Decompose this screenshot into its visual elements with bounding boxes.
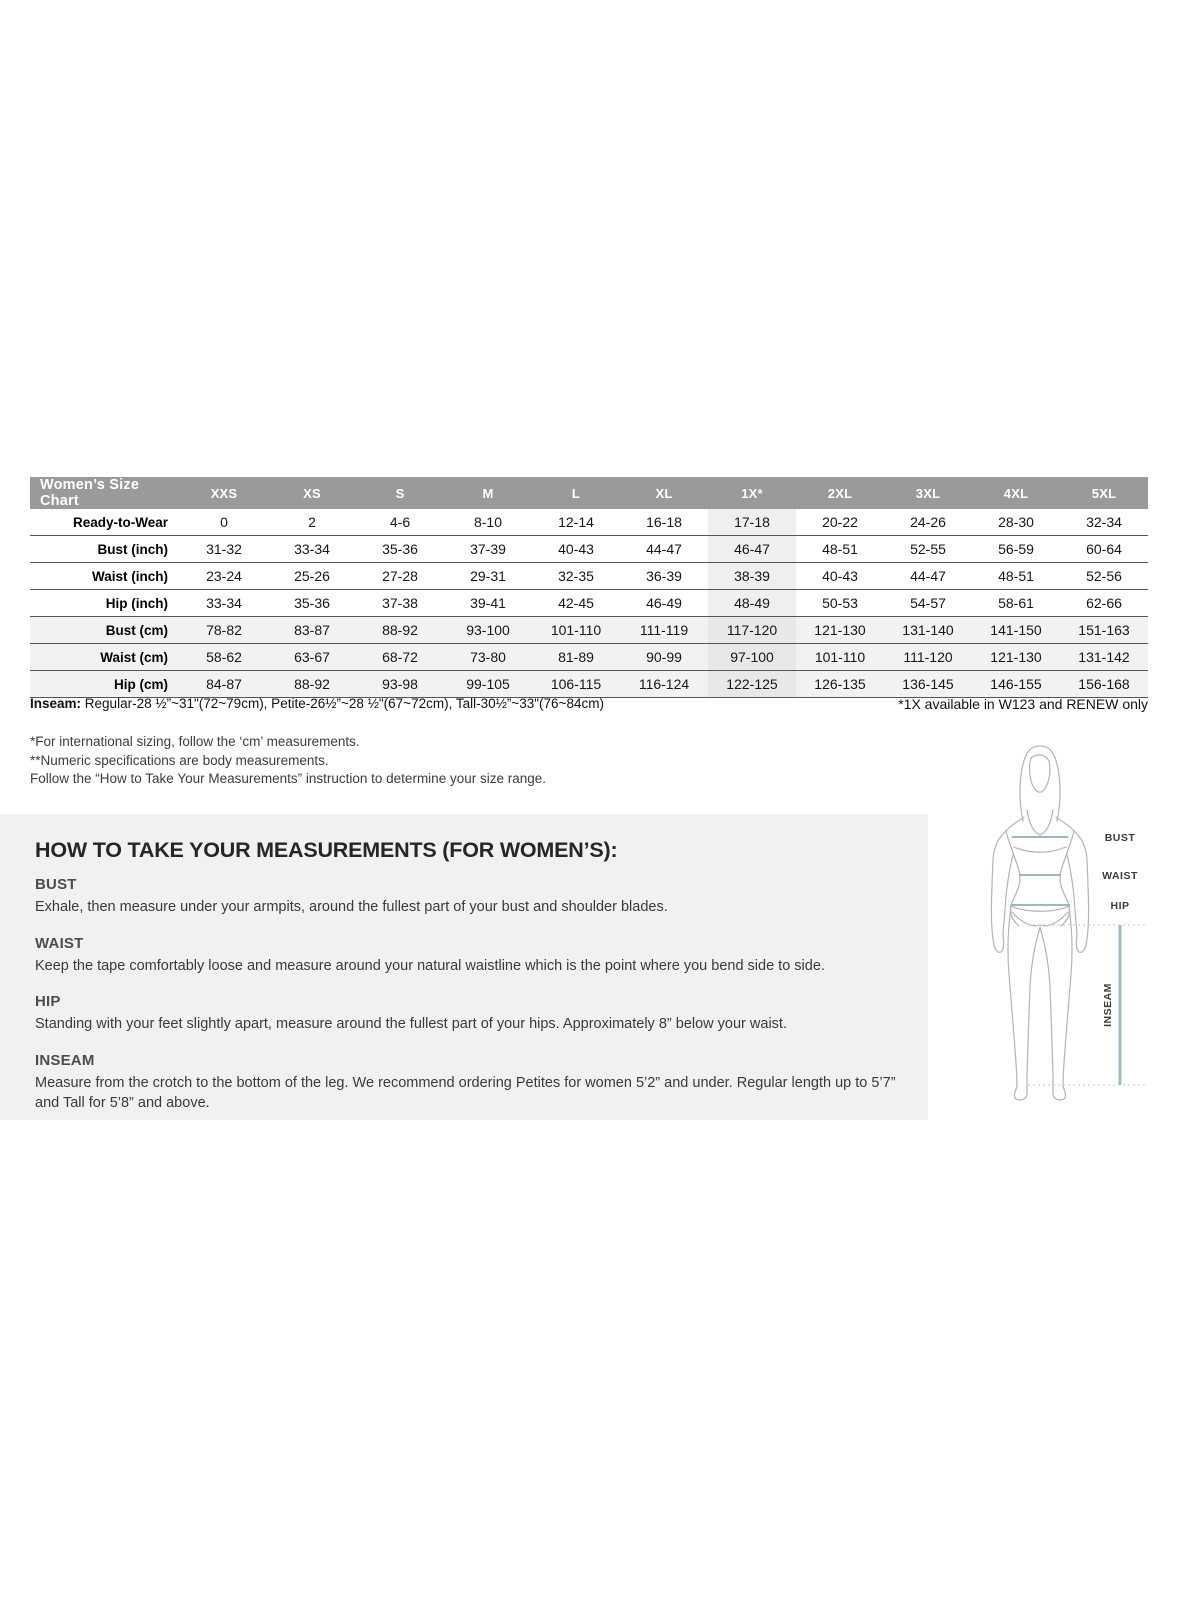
inseam-note xyxy=(30,696,604,712)
size-cell: 44-47 xyxy=(884,563,972,590)
size-cell: 24-26 xyxy=(884,509,972,536)
size-cell: 33-34 xyxy=(180,590,268,617)
footnote-international: *For international sizing, follow the ‘cm’ measurements. xyxy=(30,734,360,749)
hip-instructions: Standing with your feet slightly apart, measure around the fullest part of your hips. Approximately 8” below your waist. xyxy=(35,1016,787,1033)
footnote-follow: Follow the “How to Take Your Measurements” instruction to determine your size range. xyxy=(30,771,546,786)
row-label: Waist (inch) xyxy=(30,563,180,590)
table-header-row xyxy=(30,477,1148,509)
size-cell: 8-10 xyxy=(444,509,532,536)
waist-heading: WAIST xyxy=(35,934,84,952)
table-row xyxy=(30,590,1148,617)
inseam-note-row xyxy=(30,696,1148,712)
figure-left-shoulder xyxy=(1006,817,1024,831)
col-header: XXS xyxy=(180,477,268,509)
size-cell: 31-32 xyxy=(180,536,268,563)
size-cell: 35-36 xyxy=(356,536,444,563)
body-figure-illustration xyxy=(940,728,1200,1118)
hip-heading: HIP xyxy=(35,993,61,1011)
size-cell: 40-43 xyxy=(796,563,884,590)
size-cell: 93-98 xyxy=(356,671,444,698)
size-cell-1x: 38-39 xyxy=(708,563,796,590)
figure-right-arm-inner xyxy=(1067,855,1077,935)
size-cell: 88-92 xyxy=(268,671,356,698)
size-cell: 52-56 xyxy=(1060,563,1148,590)
size-cell: 32-35 xyxy=(532,563,620,590)
bust-label: BUST xyxy=(1104,832,1136,844)
size-cell: 54-57 xyxy=(884,590,972,617)
figure-right-foot xyxy=(1053,1084,1066,1100)
figure-left-leg-inner xyxy=(1027,927,1040,1084)
size-cell: 48-51 xyxy=(972,563,1060,590)
size-cell-1x: 122-125 xyxy=(708,671,796,698)
size-cell: 81-89 xyxy=(532,644,620,671)
inseam-label: INSEAM xyxy=(1102,983,1114,1027)
col-header-1x: 1X* xyxy=(708,477,796,509)
table-row xyxy=(30,536,1148,563)
bust-instructions: Exhale, then measure under your armpits, around the fullest part of your bust and shoulder blades. xyxy=(35,899,668,915)
size-cell: 131-142 xyxy=(1060,644,1148,671)
figure-hair xyxy=(1020,746,1060,821)
size-cell: 62-66 xyxy=(1060,590,1148,617)
size-cell: 126-135 xyxy=(796,671,884,698)
size-cell: 116-124 xyxy=(620,671,708,698)
size-cell-1x: 48-49 xyxy=(708,590,796,617)
size-cell: 27-28 xyxy=(356,563,444,590)
figure-bikini-top-edge xyxy=(1011,906,1069,911)
table-row-cm xyxy=(30,671,1148,698)
figure-left-arm xyxy=(991,831,1006,952)
bust-heading: BUST xyxy=(35,876,77,893)
size-cell: 141-150 xyxy=(972,617,1060,644)
size-cell-1x: 117-120 xyxy=(708,617,796,644)
size-cell: 40-43 xyxy=(532,536,620,563)
col-header: 2XL xyxy=(796,477,884,509)
size-cell: 83-87 xyxy=(268,617,356,644)
size-cell-1x: 17-18 xyxy=(708,509,796,536)
size-cell: 44-47 xyxy=(620,536,708,563)
size-cell-1x: 97-100 xyxy=(708,644,796,671)
row-label: Waist (cm) xyxy=(30,644,180,671)
size-cell: 146-155 xyxy=(972,671,1060,698)
size-cell: 23-24 xyxy=(180,563,268,590)
size-cell: 20-22 xyxy=(796,509,884,536)
figure-left-leg-outer xyxy=(1008,907,1017,1086)
size-cell: 156-168 xyxy=(1060,671,1148,698)
figure-left-foot xyxy=(1014,1084,1027,1100)
size-cell: 88-92 xyxy=(356,617,444,644)
size-cell-1x: 46-47 xyxy=(708,536,796,563)
size-cell: 121-130 xyxy=(972,644,1060,671)
col-header: XS xyxy=(268,477,356,509)
table-row-cm xyxy=(30,644,1148,671)
size-cell: 33-34 xyxy=(268,536,356,563)
row-label: Ready-to-Wear xyxy=(30,509,180,536)
1x-availability-note: *1X available in W123 and RENEW only xyxy=(898,696,1148,712)
inseam-instructions: Measure from the crotch to the bottom of the leg. We recommend ordering Petites for women 5’2” and under. Regular length up to 5’7” and Tall for 5’8” and above. xyxy=(35,1074,896,1112)
size-cell: 39-41 xyxy=(444,590,532,617)
size-cell: 111-119 xyxy=(620,617,708,644)
size-cell: 111-120 xyxy=(884,644,972,671)
hip-label: HIP xyxy=(1110,900,1130,912)
size-cell: 42-45 xyxy=(532,590,620,617)
size-cell: 63-67 xyxy=(268,644,356,671)
size-cell: 78-82 xyxy=(180,617,268,644)
row-label: Bust (inch) xyxy=(30,536,180,563)
inseam-note-text: Regular-28 ½”~31"(72~79cm), Petite-26½”~28 ½"(67~72cm), Tall-30½”~33"(76~84cm) xyxy=(84,696,604,711)
row-label: Bust (cm) xyxy=(30,617,180,644)
size-cell: 121-130 xyxy=(796,617,884,644)
table-row-cm xyxy=(30,617,1148,644)
size-cell: 60-64 xyxy=(1060,536,1148,563)
size-cell: 37-39 xyxy=(444,536,532,563)
figure-right-leg-outer xyxy=(1063,907,1072,1086)
figure-neckline xyxy=(1027,810,1053,835)
figure-right-leg-inner xyxy=(1040,927,1053,1084)
size-cell: 84-87 xyxy=(180,671,268,698)
size-cell: 52-55 xyxy=(884,536,972,563)
size-cell: 35-36 xyxy=(268,590,356,617)
size-cell: 29-31 xyxy=(444,563,532,590)
how-to-measure-panel xyxy=(0,814,928,1120)
waist-instructions: Keep the tape comfortably loose and measure around your natural waistline which is the point where you bend side to side. xyxy=(35,957,825,974)
inseam-note-label: Inseam: xyxy=(30,696,82,711)
size-cell: 151-163 xyxy=(1060,617,1148,644)
size-cell: 25-26 xyxy=(268,563,356,590)
footnote-numeric: **Numeric specifications are body measurements. xyxy=(30,752,329,768)
waist-label: WAIST xyxy=(1102,870,1138,882)
size-cell: 56-59 xyxy=(972,536,1060,563)
col-header: 4XL xyxy=(972,477,1060,509)
size-cell: 99-105 xyxy=(444,671,532,698)
size-cell: 36-39 xyxy=(620,563,708,590)
col-header: M xyxy=(444,477,532,509)
size-cell: 106-115 xyxy=(532,671,620,698)
table-row xyxy=(30,563,1148,590)
size-cell: 73-80 xyxy=(444,644,532,671)
col-header: L xyxy=(532,477,620,509)
figure-face xyxy=(1030,755,1050,792)
size-cell: 37-38 xyxy=(356,590,444,617)
figure-top-hem xyxy=(1014,847,1066,852)
size-cell: 16-18 xyxy=(620,509,708,536)
row-label: Hip (cm) xyxy=(30,671,180,698)
size-cell: 48-51 xyxy=(796,536,884,563)
size-cell: 0 xyxy=(180,509,268,536)
size-cell: 58-62 xyxy=(180,644,268,671)
womens-size-chart-table xyxy=(30,477,1148,698)
inseam-heading: INSEAM xyxy=(35,1051,95,1069)
size-cell: 90-99 xyxy=(620,644,708,671)
table-row xyxy=(30,509,1148,536)
size-cell: 28-30 xyxy=(972,509,1060,536)
table-title: Women’s Size Chart xyxy=(30,477,180,509)
size-cell: 131-140 xyxy=(884,617,972,644)
size-cell: 68-72 xyxy=(356,644,444,671)
row-label: Hip (inch) xyxy=(30,590,180,617)
size-cell: 101-110 xyxy=(532,617,620,644)
size-cell: 32-34 xyxy=(1060,509,1148,536)
size-cell: 50-53 xyxy=(796,590,884,617)
col-header: S xyxy=(356,477,444,509)
col-header: XL xyxy=(620,477,708,509)
size-cell: 136-145 xyxy=(884,671,972,698)
size-cell: 2 xyxy=(268,509,356,536)
footnotes xyxy=(30,733,546,789)
size-cell: 58-61 xyxy=(972,590,1060,617)
size-cell: 46-49 xyxy=(620,590,708,617)
col-header: 3XL xyxy=(884,477,972,509)
size-cell: 101-110 xyxy=(796,644,884,671)
figure-left-arm-inner xyxy=(1003,855,1013,935)
size-cell: 93-100 xyxy=(444,617,532,644)
size-cell: 4-6 xyxy=(356,509,444,536)
size-cell: 12-14 xyxy=(532,509,620,536)
col-header: 5XL xyxy=(1060,477,1148,509)
how-to-title: HOW TO TAKE YOUR MEASUREMENTS (FOR WOMEN’S): xyxy=(35,838,618,862)
figure-right-shoulder xyxy=(1056,817,1074,831)
figure-right-arm xyxy=(1074,831,1089,952)
